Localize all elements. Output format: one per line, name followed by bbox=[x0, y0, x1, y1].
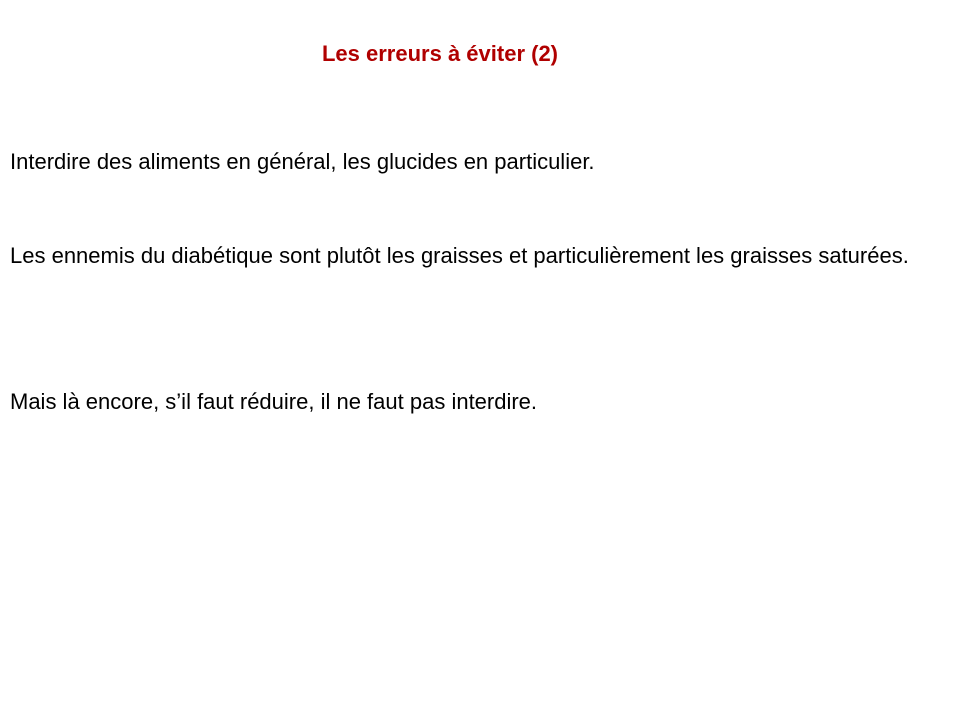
paragraph-forbidding-foods: Interdire des aliments en général, les glucides en particulier. bbox=[10, 149, 595, 174]
paragraph-fats-enemies: Les ennemis du diabétique sont plutôt les graisses et particulièrement les graisses saturées. bbox=[10, 243, 909, 268]
slide-title: Les erreurs à éviter (2) bbox=[321, 41, 559, 66]
paragraph-reduce-not-forbid: Mais là encore, s’il faut réduire, il ne faut pas interdire. bbox=[10, 389, 538, 414]
